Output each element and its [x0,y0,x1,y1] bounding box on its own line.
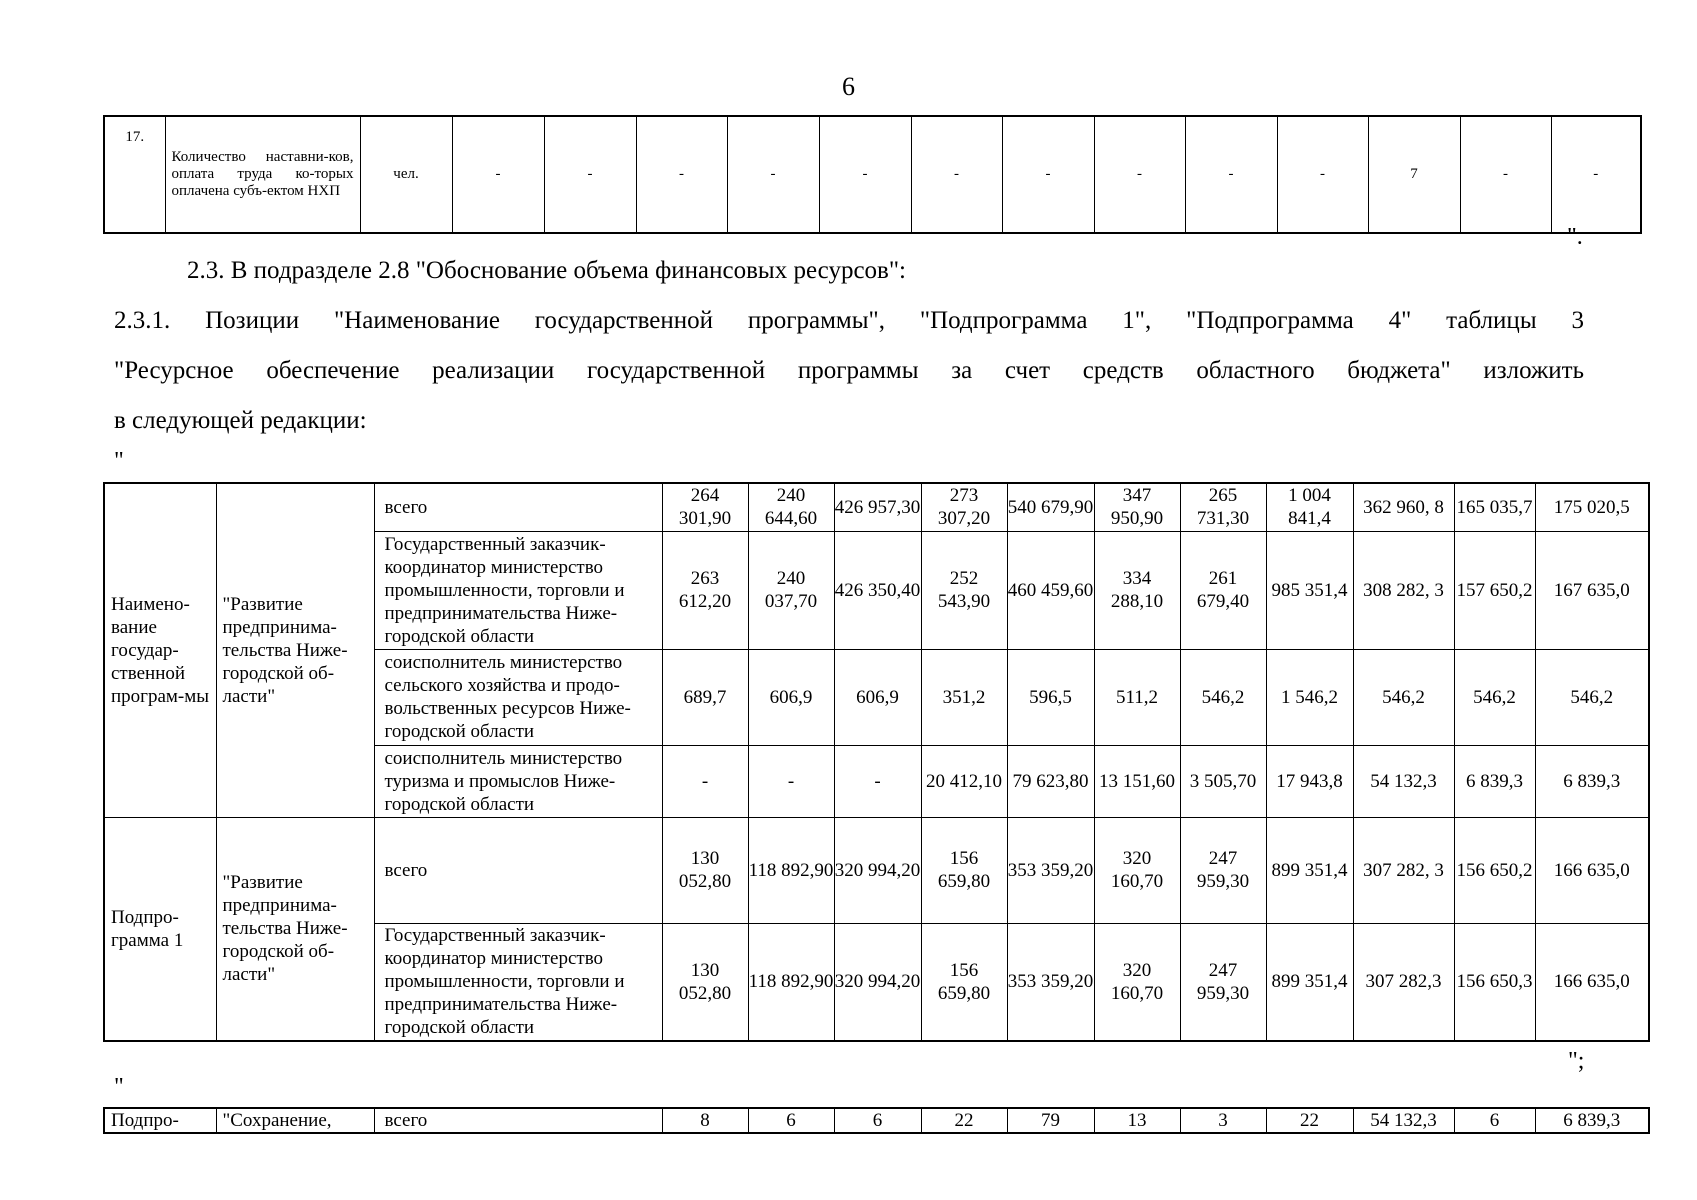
table-row [104,817,1649,923]
value-cell: 308 282, 3 [1353,531,1454,649]
value-cell: 156 650,2 [1454,817,1535,923]
page-number: 6 [842,72,855,101]
value-cell: 985 351,4 [1266,531,1353,649]
value-cell: 351,2 [921,649,1007,745]
value-cell: 6 [748,1108,834,1133]
executor-cell: всего [374,483,662,531]
value-cell: 347 950,90 [1094,483,1180,531]
opening-quote: " [114,1074,124,1100]
value-cell: 1 546,2 [1266,649,1353,745]
closing-quote: "; [1568,1048,1585,1074]
value-cell: 320 994,20 [834,817,921,923]
value-cell: 265 731,30 [1180,483,1266,531]
value-cell: 261 679,40 [1180,531,1266,649]
indicator-table [103,115,1642,234]
value-cell: 17 943,8 [1266,745,1353,817]
value-cell: 320 160,70 [1094,817,1180,923]
value-cell: 157 650,2 [1454,531,1535,649]
value-cell: 8 [662,1108,748,1133]
value-cell: 156 659,80 [921,817,1007,923]
value-cell: 79 623,80 [1007,745,1094,817]
value-cell: 54 132,3 [1353,745,1454,817]
value-cell: 13 [1094,1108,1180,1133]
value-cell: 540 679,90 [1007,483,1094,531]
value-cell: 175 020,5 [1535,483,1649,531]
value-cell: - [727,116,819,233]
subprogram-label: Подпро-грамма 1 [104,817,216,1041]
value-cell: 6 839,3 [1454,745,1535,817]
value-cell: - [911,116,1002,233]
row-number: 17. [104,116,165,233]
value-cell: 166 635,0 [1535,923,1649,1041]
value-cell: 130 052,80 [662,817,748,923]
value-cell: 606,9 [834,649,921,745]
value-cell: - [636,116,727,233]
value-cell: 156 659,80 [921,923,1007,1041]
paragraph-line: в следующей редакции: [114,407,367,434]
value-cell: 689,7 [662,649,748,745]
value-cell: 511,2 [1094,649,1180,745]
value-cell: 899 351,4 [1266,923,1353,1041]
value-cell: 264 301,90 [662,483,748,531]
executor-cell: Государственный заказчик-координатор министерство промышленности, торговли и предпринимательства Ниже-городской области [374,923,662,1041]
value-cell: 362 960, 8 [1353,483,1454,531]
value-cell: 166 635,0 [1535,817,1649,923]
value-cell: 167 635,0 [1535,531,1649,649]
value-cell: 20 412,10 [921,745,1007,817]
table-row [104,483,1649,531]
value-cell: 118 892,90 [748,817,834,923]
unit-cell: чел. [360,116,452,233]
value-cell: - [834,745,921,817]
value-cell: 546,2 [1353,649,1454,745]
value-cell: 353 359,20 [1007,817,1094,923]
value-cell: 307 282,3 [1353,923,1454,1041]
value-cell: 426 350,40 [834,531,921,649]
value-cell: - [1094,116,1185,233]
executor-cell: Государственный заказчик-координатор министерство промышленности, торговли и предпринимательства Ниже-городской области [374,531,662,649]
value-cell: - [1551,116,1641,233]
subprogram-title: "Сохранение, [216,1108,374,1133]
resource-table [103,482,1650,1042]
value-cell: 22 [921,1108,1007,1133]
value-cell: 247 959,30 [1180,923,1266,1041]
table-row [104,116,1641,233]
value-cell: 320 994,20 [834,923,921,1041]
value-cell: 252 543,90 [921,531,1007,649]
value-cell: - [748,745,834,817]
value-cell: 606,9 [748,649,834,745]
subprogram-label: Подпро- [104,1108,216,1133]
value-cell: 353 359,20 [1007,923,1094,1041]
value-cell: 426 957,30 [834,483,921,531]
value-cell: 6 839,3 [1535,745,1649,817]
value-cell: 13 151,60 [1094,745,1180,817]
table-row [104,1108,1649,1133]
value-cell: 546,2 [1454,649,1535,745]
resource-table-continuation [103,1107,1650,1134]
value-cell: - [452,116,544,233]
value-cell: 273 307,20 [921,483,1007,531]
value-cell: - [544,116,636,233]
paragraph-line: "Ресурсное обеспечение реализации государственной программы за счет средств областного бюджета" изложить [114,357,1584,384]
value-cell: 130 052,80 [662,923,748,1041]
value-cell: 165 035,7 [1454,483,1535,531]
value-cell: 22 [1266,1108,1353,1133]
value-cell: 156 650,3 [1454,923,1535,1041]
value-cell: 460 459,60 [1007,531,1094,649]
value-cell: 263 612,20 [662,531,748,649]
paragraph-line: 2.3.1. Позиции "Наименование государственной программы", "Подпрограмма 1", "Подпрограмма 4" таблицы 3 [114,307,1584,334]
value-cell: - [819,116,911,233]
executor-cell: соисполнитель министерство туризма и промыслов Ниже-городской области [374,745,662,817]
value-cell: 307 282, 3 [1353,817,1454,923]
value-cell: - [1460,116,1551,233]
value-cell: 6 [834,1108,921,1133]
opening-quote: " [114,448,124,474]
program-label: Наимено-вание государ-ственной програм-мы [104,483,216,817]
value-cell: 7 [1368,116,1460,233]
value-cell: 240 644,60 [748,483,834,531]
value-cell: 3 505,70 [1180,745,1266,817]
closing-quote: ". [1567,224,1583,250]
value-cell: 240 037,70 [748,531,834,649]
value-cell: 334 288,10 [1094,531,1180,649]
subprogram-title: "Развитие предпринима-тельства Ниже-городской об-ласти" [216,817,374,1041]
value-cell: - [1002,116,1094,233]
value-cell: 3 [1180,1108,1266,1133]
value-cell: - [1185,116,1277,233]
value-cell: 6 839,3 [1535,1108,1649,1133]
value-cell: 320 160,70 [1094,923,1180,1041]
value-cell: 596,5 [1007,649,1094,745]
indicator-name: Количество наставни-ков, оплата труда ко-торых оплачена субъ-ектом НХП [165,116,360,233]
value-cell: 54 132,3 [1353,1108,1454,1133]
program-title: "Развитие предпринима-тельства Ниже-городской об-ласти" [216,483,374,817]
value-cell: 546,2 [1180,649,1266,745]
value-cell: 79 [1007,1108,1094,1133]
section-heading: 2.3. В подразделе 2.8 "Обоснование объема финансовых ресурсов": [187,257,906,284]
value-cell: 899 351,4 [1266,817,1353,923]
executor-cell: соисполнитель министерство сельского хозяйства и продо-вольственных ресурсов Ниже-городской области [374,649,662,745]
value-cell: - [662,745,748,817]
executor-cell: всего [374,817,662,923]
value-cell: 1 004 841,4 [1266,483,1353,531]
value-cell: - [1277,116,1368,233]
value-cell: 247 959,30 [1180,817,1266,923]
value-cell: 6 [1454,1108,1535,1133]
value-cell: 546,2 [1535,649,1649,745]
value-cell: 118 892,90 [748,923,834,1041]
executor-cell: всего [374,1108,662,1133]
